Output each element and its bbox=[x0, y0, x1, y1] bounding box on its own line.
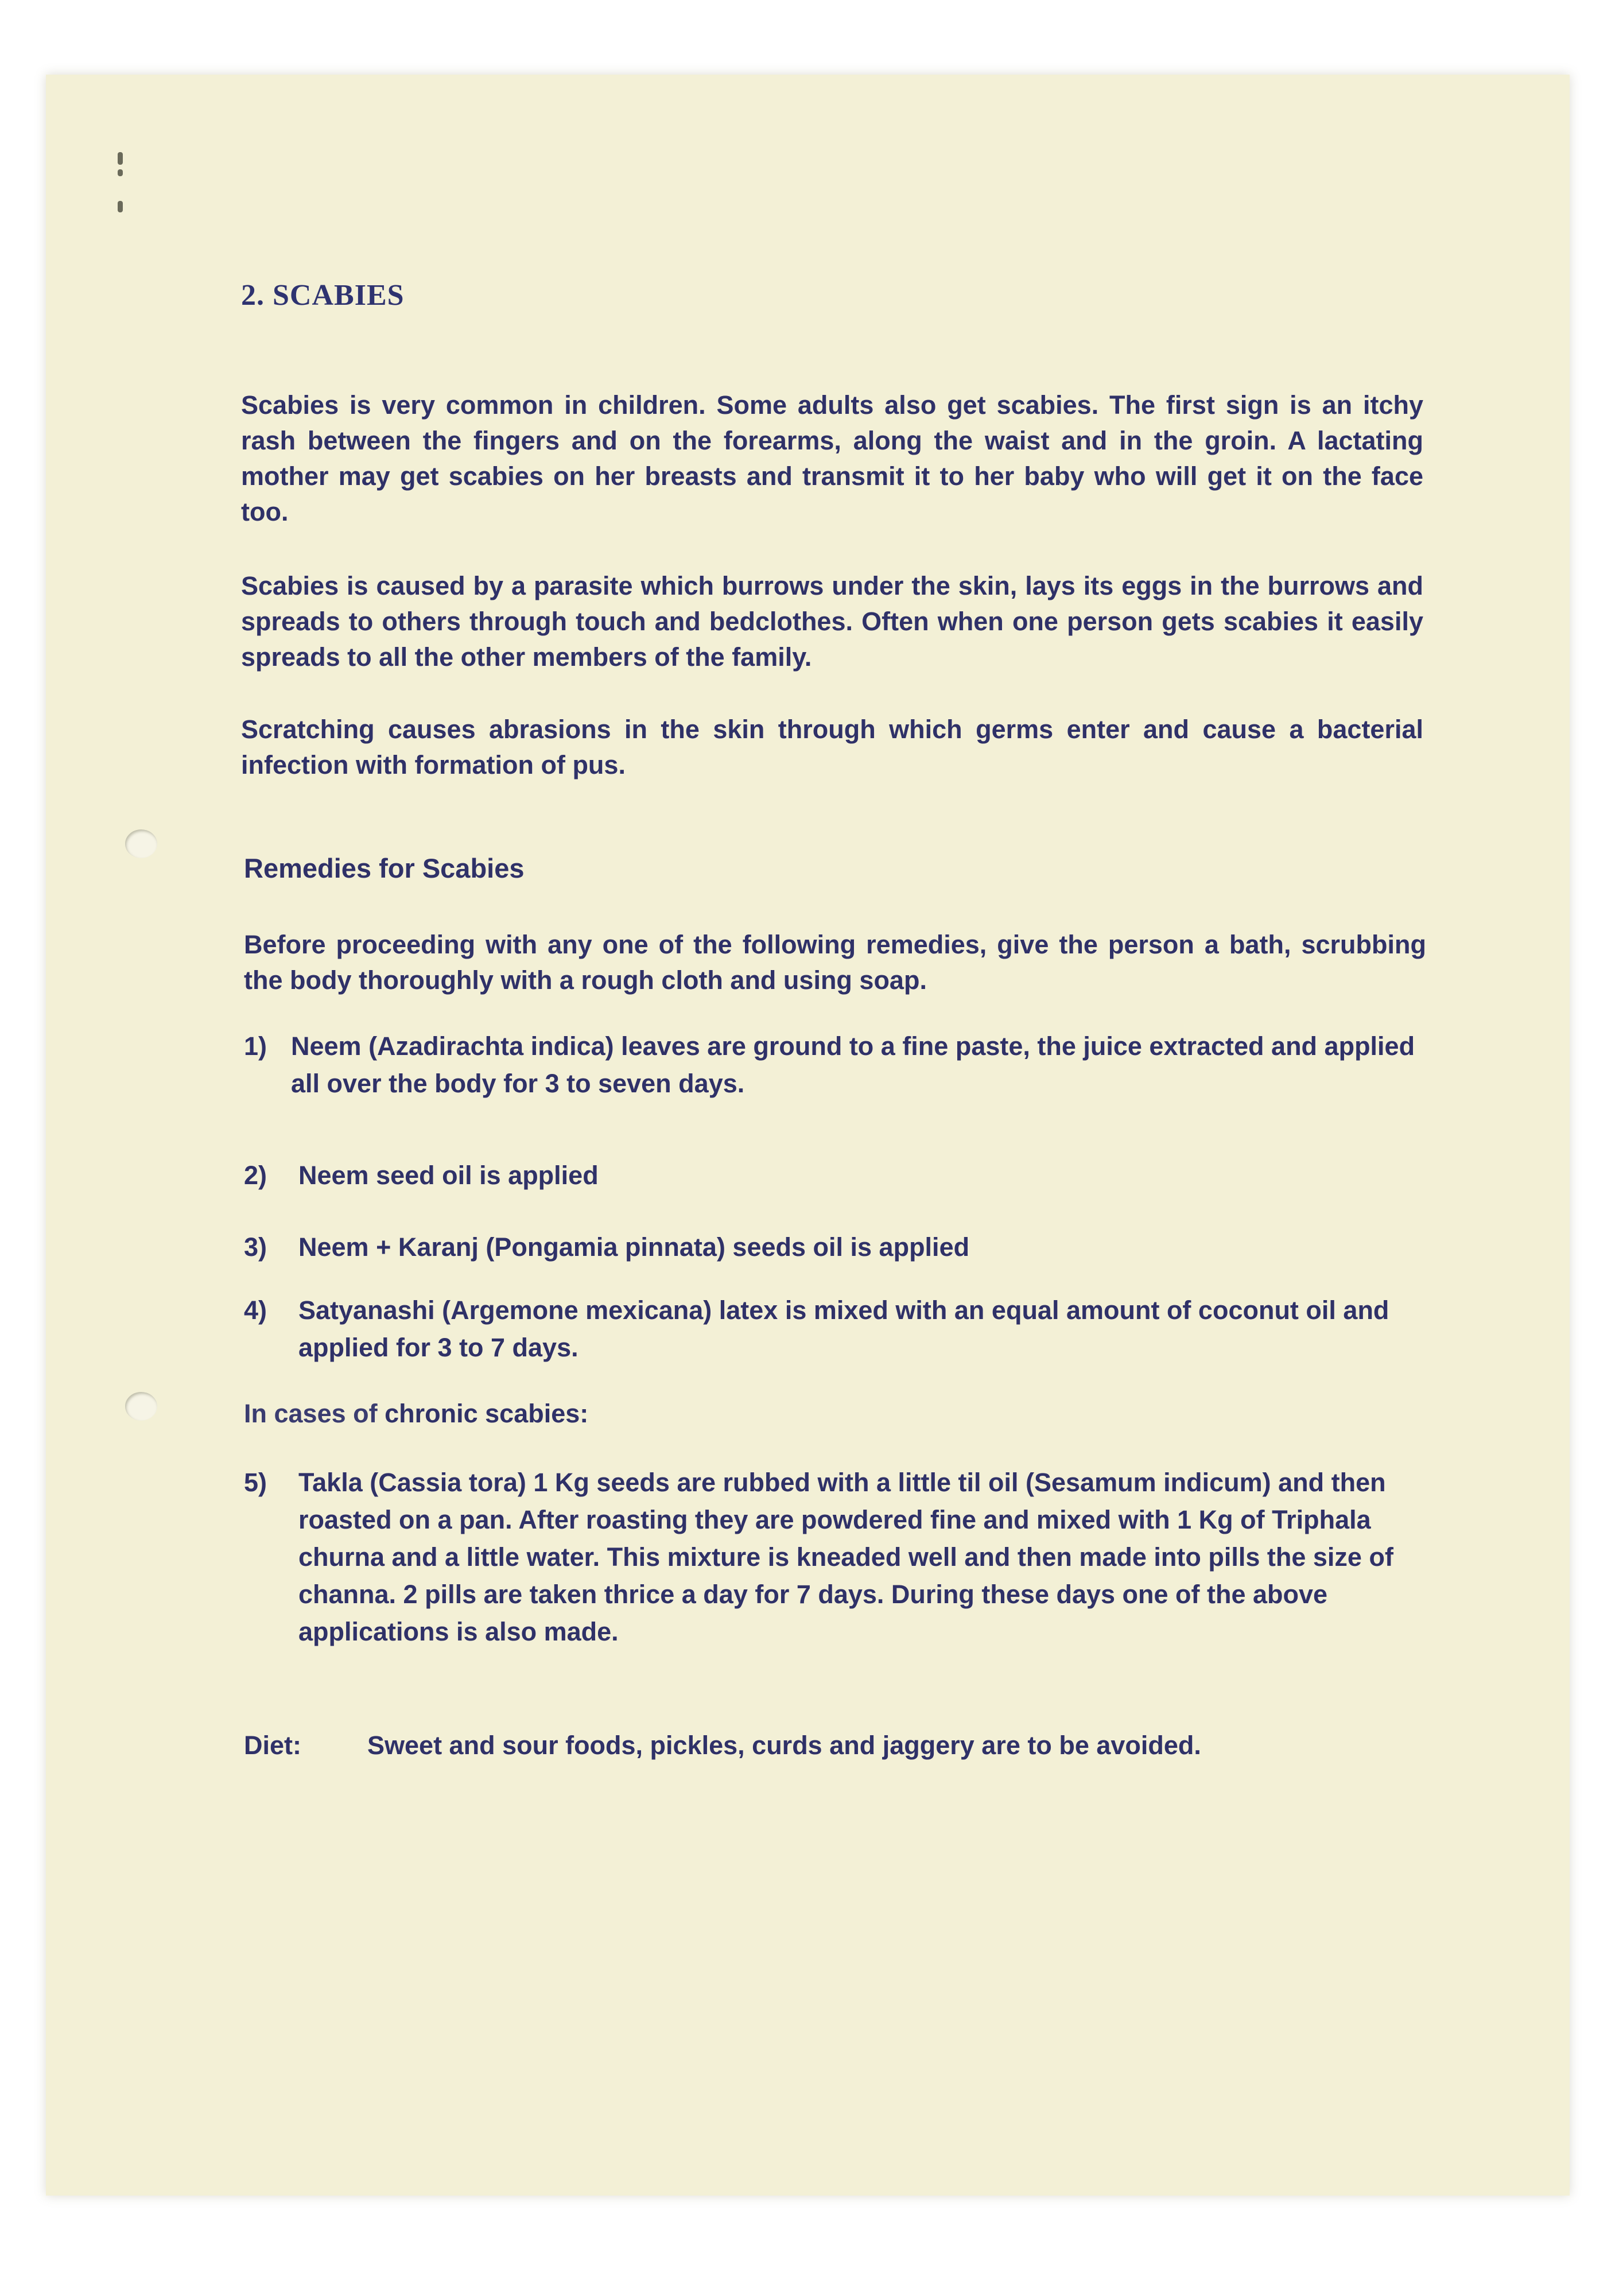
chronic-prefix: In cases of bbox=[244, 1399, 385, 1428]
section-heading: Remedies for Scabies bbox=[244, 853, 525, 883]
chronic-heading bbox=[244, 1395, 1426, 1432]
paragraph: Scabies is caused by a parasite which burrows under the skin, lays its eggs in the burrows and spreads to others through touch and bedclothes. Often when one person gets scabies it easily spreads to all the other members of the family. bbox=[241, 571, 1423, 672]
punch-hole bbox=[125, 1392, 157, 1421]
margin-mark bbox=[118, 152, 123, 165]
paragraph: Scabies is very common in children. Some adults also get scabies. The first sign is an itchy rash between the fingers and on the forearms, along the waist and in the groin. A lactating mother may get scabies on her breasts and transmit it to her baby who will get it on the face too. bbox=[241, 390, 1423, 526]
list-number: 3) bbox=[244, 1232, 267, 1262]
chronic-bold: chronic scabies: bbox=[385, 1399, 589, 1428]
margin-mark bbox=[118, 169, 123, 176]
remedies-intro: Before proceeding with any one of the following remedies, give the person a bath, scrubbing the body thoroughly with a rough cloth and using soap. bbox=[244, 930, 1426, 995]
page-title: 2. SCABIES bbox=[241, 279, 405, 312]
list-text: Satyanashi (Argemone mexicana) latex is mixed with an equal amount of coconut oil and applied for 3 to 7 days. bbox=[298, 1296, 1389, 1362]
list-number: 1) bbox=[244, 1031, 267, 1061]
diet-text: Sweet and sour foods, pickles, curds and jaggery are to be avoided. bbox=[367, 1731, 1201, 1760]
list-number: 5) bbox=[244, 1468, 267, 1497]
diet-label: Diet: bbox=[244, 1731, 301, 1760]
document-page bbox=[46, 75, 1570, 2196]
margin-mark bbox=[118, 201, 123, 212]
list-number: 2) bbox=[244, 1161, 267, 1190]
punch-hole bbox=[125, 829, 157, 858]
list-text: Takla (Cassia tora) 1 Kg seeds are rubbed with a little til oil (Sesamum indicum) and then roasted on a pan. After roasting they are powdered fine and mixed with 1 Kg of Triphala churna and a little water. This mixture is kneaded well and then made into pills the size of channa. 2 pills are taken thrice a day for 7 days. During these days one of the above applications is also made. bbox=[298, 1468, 1393, 1646]
paragraph: Scratching causes abrasions in the skin through which germs enter and cause a bacterial infection with formation of pus. bbox=[241, 715, 1423, 779]
list-text: Neem (Azadirachta indica) leaves are ground to a fine paste, the juice extracted and applied all over the body for 3 to seven days. bbox=[291, 1031, 1415, 1098]
list-number: 4) bbox=[244, 1296, 267, 1325]
list-text: Neem seed oil is applied bbox=[298, 1161, 599, 1190]
list-text: Neem + Karanj (Pongamia pinnata) seeds oil is applied bbox=[298, 1232, 970, 1262]
